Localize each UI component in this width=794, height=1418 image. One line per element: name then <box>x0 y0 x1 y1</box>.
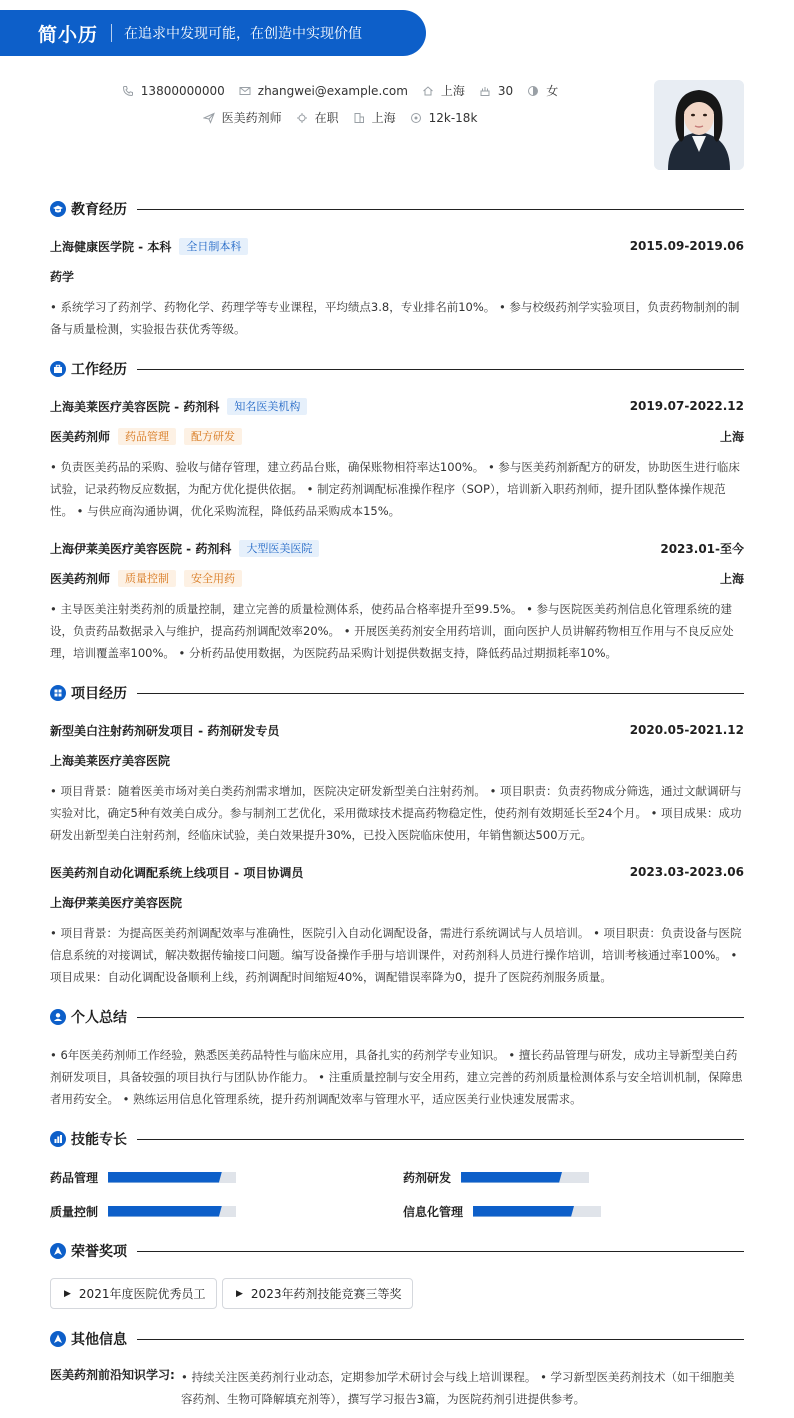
job-item <box>203 109 282 126</box>
target-city-text: 上海 <box>371 111 396 125</box>
project-name: 新型美白注射药剂研发项目 - 药剂研发专员 <box>50 723 280 738</box>
project-description: • 项目背景：随着医美市场对美白类药剂需求增加，医院决定研发新型美白注射药剂。 • 项目职责：负责药物成分筛选，通过文献调研与实验对比，确定5种有效美白成分。参与制剂工艺优化，采用微球技术提高药物稳定性，使药剂有效期延长至24个月。 • 项目成果：成功研发出新型美白注射药剂，经临床试验，美白效果提升30%，已投入医院临床使用，年销售额达500万元。 <box>50 784 742 842</box>
medal-icon <box>50 1243 66 1259</box>
skill-name: 质量控制 <box>50 1204 99 1219</box>
project-name: 医美药剂自动化调配系统上线项目 - 项目协调员 <box>50 865 304 880</box>
header-banner <box>0 10 426 56</box>
resume-slogan: 在追求中发现可能，在创造中实现价值 <box>124 26 363 42</box>
phone-icon <box>122 85 134 97</box>
project-org: 上海美莱医疗美容医院 <box>50 753 171 768</box>
section-work <box>50 360 744 378</box>
section-rule <box>137 369 744 370</box>
skill-item <box>403 1170 589 1184</box>
project-org: 上海伊莱美医疗美容医院 <box>50 895 183 910</box>
gender-item <box>527 82 558 99</box>
email-text: zhangwei@example.com <box>257 83 408 98</box>
home-icon <box>422 85 434 97</box>
skill-bar <box>461 1172 589 1183</box>
degree-tag: 全日制本科 <box>179 238 248 255</box>
work-header <box>50 539 744 557</box>
work-role-row <box>50 569 744 587</box>
work-city: 上海 <box>719 571 744 586</box>
section-title: 荣誉奖项 <box>71 1244 127 1260</box>
skill-fill <box>461 1172 562 1183</box>
section-skills <box>50 1130 744 1148</box>
briefcase-icon <box>50 361 66 377</box>
section-title: 项目经历 <box>71 686 127 702</box>
project-header <box>50 863 744 881</box>
skill-bar <box>108 1206 236 1217</box>
project-date: 2023.03-2023.06 <box>629 865 744 879</box>
work-role-row <box>50 427 744 445</box>
honor-text: 2021年度医院优秀员工 <box>78 1287 206 1301</box>
skill-fill <box>108 1206 222 1217</box>
email-icon <box>239 85 251 97</box>
company-name: 上海美莱医疗美容医院 - 药剂科 <box>50 399 220 414</box>
section-education <box>50 200 744 218</box>
project-org-row <box>50 751 744 769</box>
education-description: • 系统学习了药剂学、药物化学、药理学等专业课程，平均绩点3.8，专业排名前10%。 • 参与校级药剂学实验项目，负责药物制剂的制备与质量检测，实验报告获优秀等级。 <box>50 300 740 336</box>
skill-tag: 质量控制 <box>118 570 176 587</box>
honor-text: 2023年药剂技能竞赛三等奖 <box>250 1287 402 1301</box>
gender-icon <box>527 85 539 97</box>
section-title: 技能专长 <box>71 1132 127 1148</box>
skill-fill <box>473 1206 574 1217</box>
profile-photo <box>654 80 744 170</box>
honor-badge <box>50 1278 217 1309</box>
salary-item <box>410 111 478 125</box>
company-tag: 大型医美医院 <box>239 540 319 557</box>
section-title: 工作经历 <box>71 362 127 378</box>
work-header <box>50 397 744 415</box>
target-city-item <box>353 109 396 126</box>
section-rule <box>137 1139 744 1140</box>
city-text: 上海 <box>440 84 465 98</box>
other-label: 医美药剂前沿知识学习: <box>50 1368 175 1382</box>
email-item <box>239 84 408 98</box>
age-text: 30 <box>497 83 514 98</box>
skill-tag: 配方研发 <box>184 428 242 445</box>
section-rule <box>137 1017 744 1018</box>
skill-bar <box>473 1206 601 1217</box>
education-major-row <box>50 267 744 285</box>
summary-text: • 6年医美药剂师工作经验，熟悉医美药品特性与临床应用，具备扎实的药剂学专业知识。 • 擅长药品管理与研发，成功主导新型美白药剂研发项目，具备较强的项目执行与团队协作能力。 • 注重质量控制与安全用药，建立完善的药剂质量检测体系与安全培训机制，保障患者用药安全。 • 熟练运用信息化管理系统，提升药剂调配效率与管理水平，适应医美行业快速发展需求。 <box>50 1048 743 1106</box>
contact-row-2 <box>0 109 680 126</box>
section-rule <box>137 1339 744 1340</box>
building-icon <box>353 112 365 124</box>
cake-icon <box>479 85 491 97</box>
skill-name: 信息化管理 <box>403 1204 464 1219</box>
major: 药学 <box>50 269 75 284</box>
section-rule <box>137 209 744 210</box>
section-title: 其他信息 <box>71 1332 127 1348</box>
section-rule <box>137 693 744 694</box>
salary-text: 12k-18k <box>428 110 478 125</box>
project-date: 2020.05-2021.12 <box>629 723 744 737</box>
section-rule <box>137 1251 744 1252</box>
phone-text: 13800000000 <box>140 83 225 98</box>
skill-tag: 药品管理 <box>118 428 176 445</box>
company-name: 上海伊莱美医疗美容医院 - 药剂科 <box>50 541 232 556</box>
age-item <box>479 84 513 98</box>
skill-tag: 安全用药 <box>184 570 242 587</box>
send-icon <box>203 112 215 124</box>
section-title: 个人总结 <box>71 1010 127 1026</box>
work-description: • 主导医美注射类药剂的质量控制，建立完善的质量检测体系，使药品合格率提升至99.5%。 • 参与医院医美药剂信息化管理系统的建设，负责药品数据录入与维护，提高药剂调配效率20%。 • 开展医美药剂安全用药培训，面向医护人员讲解药物相互作用与不良反应处理，培训覆盖率100%。 • 分析药品使用数据，为医院药品采购计划提供数据支持，降低药品过期损耗率10%。 <box>50 602 734 660</box>
school-name: 上海健康医学院 - 本科 <box>50 239 172 254</box>
skill-bar <box>108 1172 236 1183</box>
skill-name: 药剂研发 <box>403 1170 452 1185</box>
graduation-cap-icon <box>50 201 66 217</box>
education-date: 2015.09-2019.06 <box>629 239 744 253</box>
phone-item <box>122 84 225 98</box>
section-summary <box>50 1008 744 1026</box>
section-title: 教育经历 <box>71 202 127 218</box>
skill-name: 药品管理 <box>50 1170 99 1185</box>
project-header <box>50 721 744 739</box>
section-honors <box>50 1242 744 1260</box>
gender-text: 女 <box>546 84 559 98</box>
work-city: 上海 <box>719 429 744 444</box>
project-description: • 项目背景：为提高医美药剂调配效率与准确性，医院引入自动化调配设备，需进行系统调试与人员培训。 • 项目职责：负责设备与医院信息系统的对接调试，解决数据传输接口问题。编写设备操作手册与培训课件，对药剂科人员进行操作培训，培训考核通过率100%。 • 项目成果：自动化调配设备顺利上线，药剂调配时间缩短40%，调配错误率降为0，提升了医院药剂服务质量。 <box>50 926 742 984</box>
skill-item <box>50 1204 236 1218</box>
person-icon <box>50 1009 66 1025</box>
coin-icon <box>410 112 422 124</box>
project-org-row <box>50 893 744 911</box>
other-text: • 持续关注医美药剂行业动态，定期参加学术研讨会与线上培训课程。 • 学习新型医美药剂技术（如干细胞美容药剂、生物可降解填充剂等），撰写学习报告3篇，为医院药剂引进提供参考。 <box>181 1370 735 1406</box>
work-description: • 负责医美药品的采购、验收与储存管理，建立药品台账，确保账物相符率达100%。 • 参与医美药剂新配方的研发，协助医生进行临床试验，记录药物反应数据，为配方优化提供依据。 • 制定药剂调配标准操作程序（SOP），培训新入职药剂师，提升团队整体操作规范性。 • 与供应商沟通协调，优化采购流程，降低药品采购成本15%。 <box>50 460 740 518</box>
work-date: 2019.07-2022.12 <box>629 399 744 413</box>
skill-item <box>403 1204 601 1218</box>
skill-item <box>50 1170 236 1184</box>
play-icon: ▶ <box>64 1288 71 1299</box>
city-item <box>422 82 465 99</box>
job-text: 医美药剂师 <box>221 111 282 125</box>
education-header <box>50 237 744 255</box>
role-title: 医美药剂师 <box>50 571 111 586</box>
honor-badge <box>222 1278 413 1309</box>
grid-icon <box>50 685 66 701</box>
company-tag: 知名医美机构 <box>227 398 307 415</box>
star-icon <box>50 1331 66 1347</box>
status-item <box>296 109 339 126</box>
skill-fill <box>108 1172 222 1183</box>
work-date: 2023.01-至今 <box>660 541 744 556</box>
resume-name: 简小历 <box>38 23 99 46</box>
section-other <box>50 1330 744 1348</box>
status-text: 在职 <box>314 111 339 125</box>
play-icon: ▶ <box>236 1288 243 1299</box>
section-projects <box>50 684 744 702</box>
status-icon <box>296 112 308 124</box>
contact-row-1 <box>0 82 680 99</box>
bar-chart-icon <box>50 1131 66 1147</box>
banner-divider <box>111 24 112 42</box>
role-title: 医美药剂师 <box>50 429 111 444</box>
